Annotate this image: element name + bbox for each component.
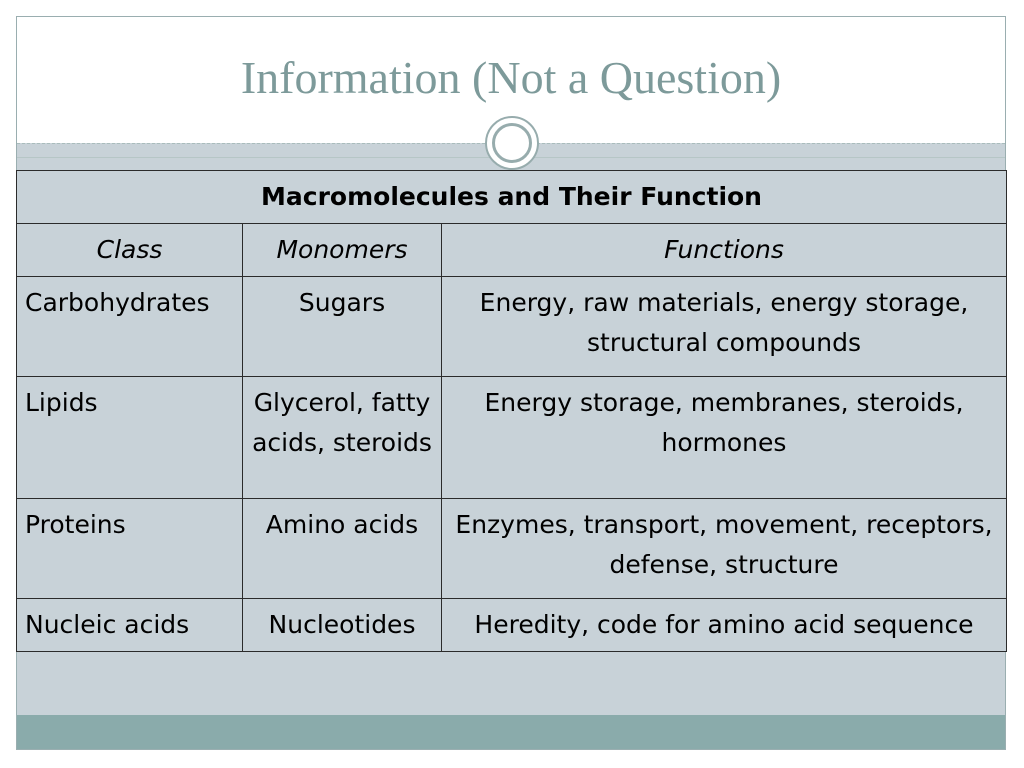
cell-functions: Energy, raw materials, energy storage, structural compounds [442, 277, 1007, 377]
ring-inner [492, 123, 532, 163]
cell-monomers: Sugars [243, 277, 442, 377]
column-header-functions: Functions [442, 224, 1007, 277]
column-header-class: Class [17, 224, 243, 277]
cell-class: Nucleic acids [17, 599, 243, 652]
cell-functions: Heredity, code for amino acid sequence [442, 599, 1007, 652]
cell-monomers: Glycerol, fatty acids, steroids [243, 377, 442, 499]
cell-functions: Energy storage, membranes, steroids, hormones [442, 377, 1007, 499]
footer-band [17, 715, 1005, 749]
table-caption: Macromolecules and Their Function [17, 171, 1007, 224]
table-caption-row [17, 171, 1007, 224]
cell-monomers: Nucleotides [243, 599, 442, 652]
column-header-monomers: Monomers [243, 224, 442, 277]
cell-class: Proteins [17, 499, 243, 599]
cell-monomers: Amino acids [243, 499, 442, 599]
table-header-row [17, 224, 1007, 277]
macromolecules-table [16, 170, 1007, 652]
table-row [17, 377, 1007, 499]
slide-title: Information (Not a Question) [240, 52, 782, 103]
table-row [17, 499, 1007, 599]
cell-functions: Enzymes, transport, movement, receptors, defense, structure [442, 499, 1007, 599]
table-row [17, 277, 1007, 377]
ring-ornament-icon [485, 116, 539, 170]
table-row [17, 599, 1007, 652]
cell-class: Lipids [17, 377, 243, 499]
cell-class: Carbohydrates [17, 277, 243, 377]
